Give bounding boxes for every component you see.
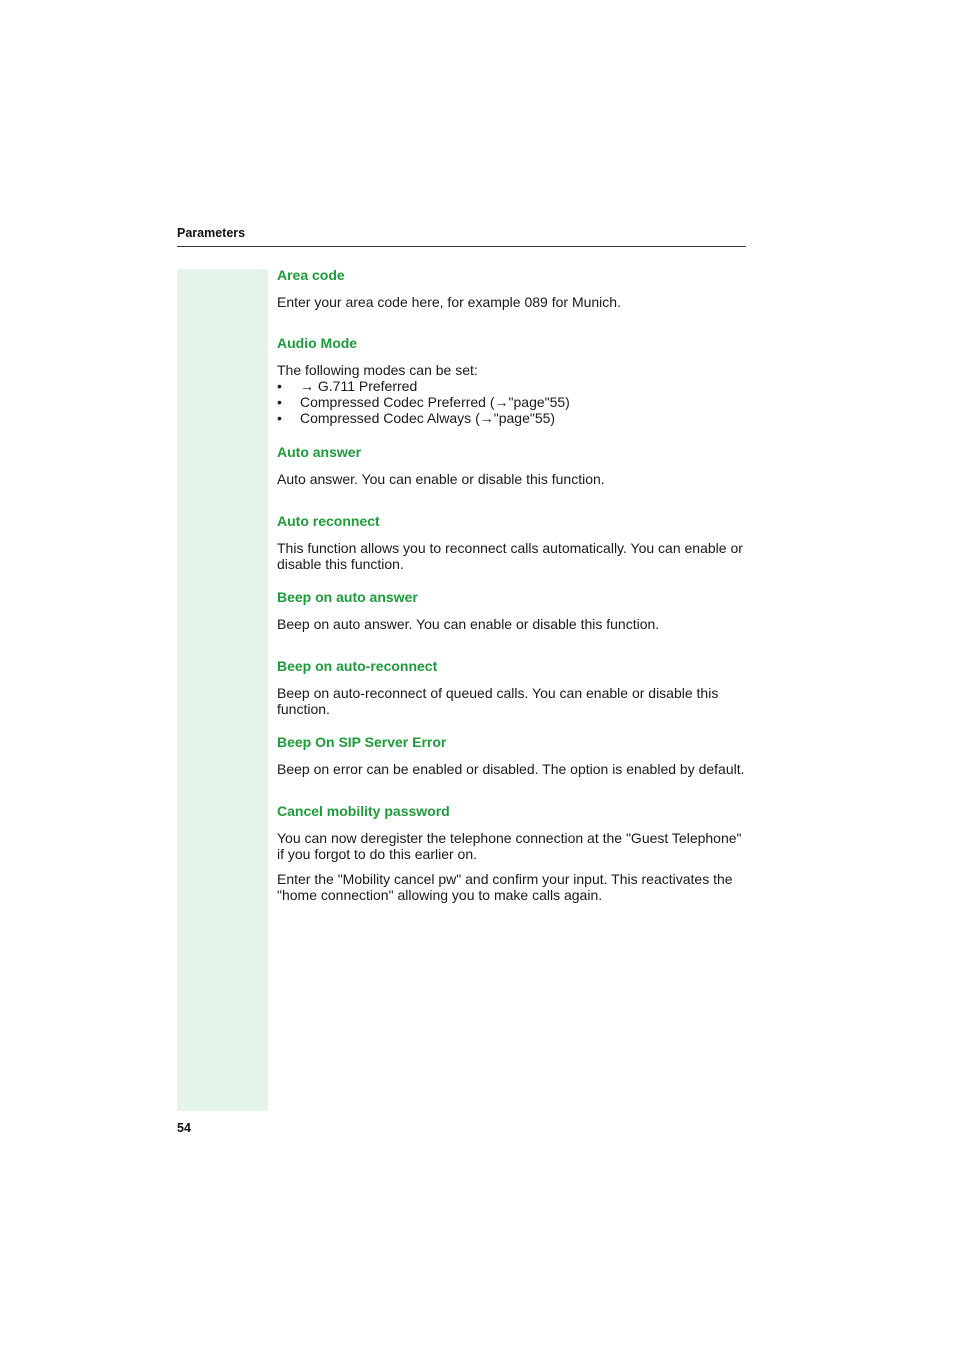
section-paragraph: You can now deregister the telephone connection at the "Guest Telephone" if you forgot to do this earlier on. [277, 830, 742, 862]
section-auto-reconnect [277, 512, 749, 572]
section-beep-on-auto-answer [277, 588, 749, 632]
header-divider [177, 246, 746, 247]
audio-mode-list [277, 378, 749, 426]
section-paragraph: Beep on auto-reconnect of queued calls. You can enable or disable this function. [277, 685, 719, 717]
section-paragraph: Auto answer. You can enable or disable this function. [277, 471, 605, 487]
section-beep-on-sip-server-error [277, 733, 749, 777]
margin-sidebar [177, 269, 268, 1111]
section-heading: Beep on auto answer [277, 589, 418, 605]
section-cancel-mobility-password [277, 802, 749, 903]
section-heading: Beep On SIP Server Error [277, 734, 447, 750]
section-paragraph: Beep on auto answer. You can enable or disable this function. [277, 616, 660, 632]
section-beep-on-auto-reconnect [277, 657, 749, 717]
section-heading: Beep on auto-reconnect [277, 658, 438, 674]
section-heading: Audio Mode [277, 335, 358, 351]
section-area-code [277, 266, 749, 310]
section-audio-mode [277, 334, 749, 426]
parameters-content [277, 266, 749, 912]
list-item: • → G.711 Preferred [277, 378, 418, 394]
page-header-title: Parameters [177, 226, 246, 240]
section-auto-answer [277, 443, 749, 487]
section-heading: Area code [277, 267, 345, 283]
section-paragraph: Enter your area code here, for example 089 for Munich. [277, 294, 621, 310]
list-item: • Compressed Codec Always (→"page"55) [277, 410, 556, 426]
section-heading: Cancel mobility password [277, 803, 450, 819]
section-paragraph: Beep on error can be enabled or disabled. The option is enabled by default. [277, 761, 745, 777]
section-intro: The following modes can be set: [277, 362, 478, 378]
section-heading: Auto answer [277, 444, 362, 460]
section-paragraph: This function allows you to reconnect calls automatically. You can enable or disable this function. [277, 540, 743, 572]
list-item: • Compressed Codec Preferred (→"page"55) [277, 394, 570, 410]
section-heading: Auto reconnect [277, 513, 380, 529]
page-number: 54 [177, 1121, 191, 1135]
section-paragraph: Enter the "Mobility cancel pw" and confirm your input. This reactivates the "home connection" allowing you to make calls again. [277, 871, 733, 903]
